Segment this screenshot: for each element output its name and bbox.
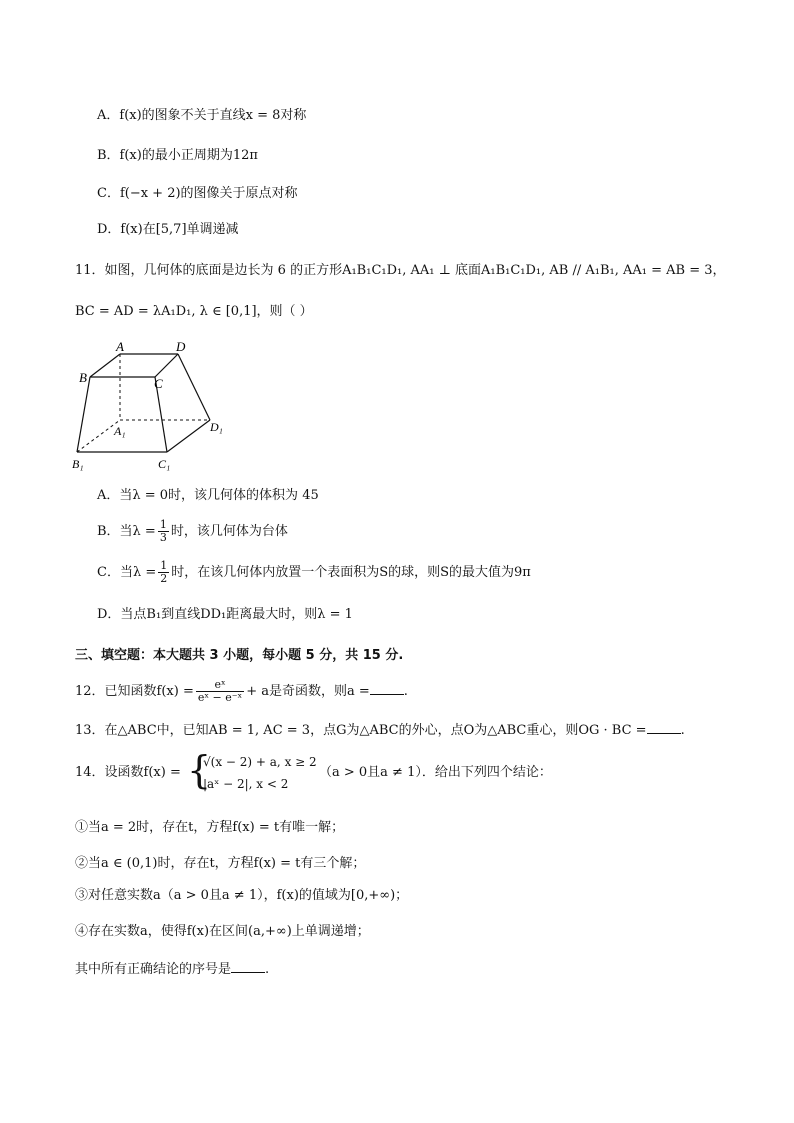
q13-answer-blank [647,721,681,734]
label-b1: B₁ [72,457,84,471]
q11-option-c: C．当λ = $\frac{1}{2}$ 时，在该几何体内放置一个表面积为S的球，则S的最大值为9π [97,559,531,585]
q14-conclusion-1: ①当a = 2时，存在t，方程f(x) = t有唯一解； [75,820,345,835]
q14-final: 其中所有正确结论的序号是 . [75,962,270,977]
q12-fraction: $\frac{\text{eˣ}}{\text{eˣ − e⁻ˣ}}$ [197,678,243,704]
q13: 13．在△ABC中，已知AB = 1, AC = 3，点G为△ABC的外心，点O为△ABC重心，则OG · BC = . [75,723,685,738]
q14-conclusion-2: ②当a ∈ (0,1)时，存在t，方程f(x) = t有三个解； [75,856,366,871]
label-a: A [116,339,124,354]
q11-option-a: A．当λ = 0时，该几何体的体积为 45 [97,488,319,503]
q14-conclusion-3: ③对任意实数a（a > 0且a ≠ 1），f(x)的值域为[0,+∞)； [75,888,409,903]
q14-case2: |aˣ − 2|, x < 2 [203,777,289,791]
q12-answer-blank [370,682,404,695]
q14-brace: { [187,748,212,792]
label-d: D [176,339,186,354]
q14-conclusion-4: ④存在实数a，使得f(x)在区间(a,+∞)上单调递增； [75,924,370,939]
label-c: C [154,376,163,391]
fraction-one-third: $\frac{1}{3}$ [159,518,167,544]
q10-option-a: A．f(x)的图象不关于直线x = 8对称 [97,108,307,123]
label-b: B [79,370,87,385]
q10-option-c: C．f(−x + 2)的图像关于原点对称 [97,186,298,201]
q11-stem-line2: BC = AD = λA₁D₁, λ ∈ [0,1]，则（ ） [75,304,313,319]
q10-option-b: B．f(x)的最小正周期为12π [97,148,258,163]
label-d1: D₁ [210,420,223,434]
q11-option-b: B．当λ = $\frac{1}{3}$ 时，该几何体为台体 [97,518,288,544]
section-3-title: 三、填空题：本大题共 3 小题，每小题 5 分，共 15 分. [75,648,404,663]
q11-stem-line1: 11．如图，几何体的底面是边长为 6 的正方形A₁B₁C₁D₁, AA₁ ⊥ 底面A₁B₁C₁D₁, AB // A₁B₁, AA₁ = AB = 3， [75,263,726,278]
q12: 12．已知函数f(x) = $\frac{\text{eˣ}}{\text{eˣ − e⁻ˣ}}$ + a是奇函数，则a = . [75,678,408,704]
label-c1: C₁ [158,457,171,471]
q14-case1: √(x − 2) + a, x ≥ 2 [203,755,317,769]
label-a1: A₁ [114,424,126,438]
q10-option-d: D．f(x)在[5,7]单调递减 [97,222,239,237]
fraction-one-half: $\frac{1}{2}$ [160,559,168,585]
q14-answer-blank [231,960,265,973]
q11-geometry-figure [70,336,240,476]
q11-option-d: D．当点B₁到直线DD₁距离最大时，则λ = 1 [97,607,353,622]
